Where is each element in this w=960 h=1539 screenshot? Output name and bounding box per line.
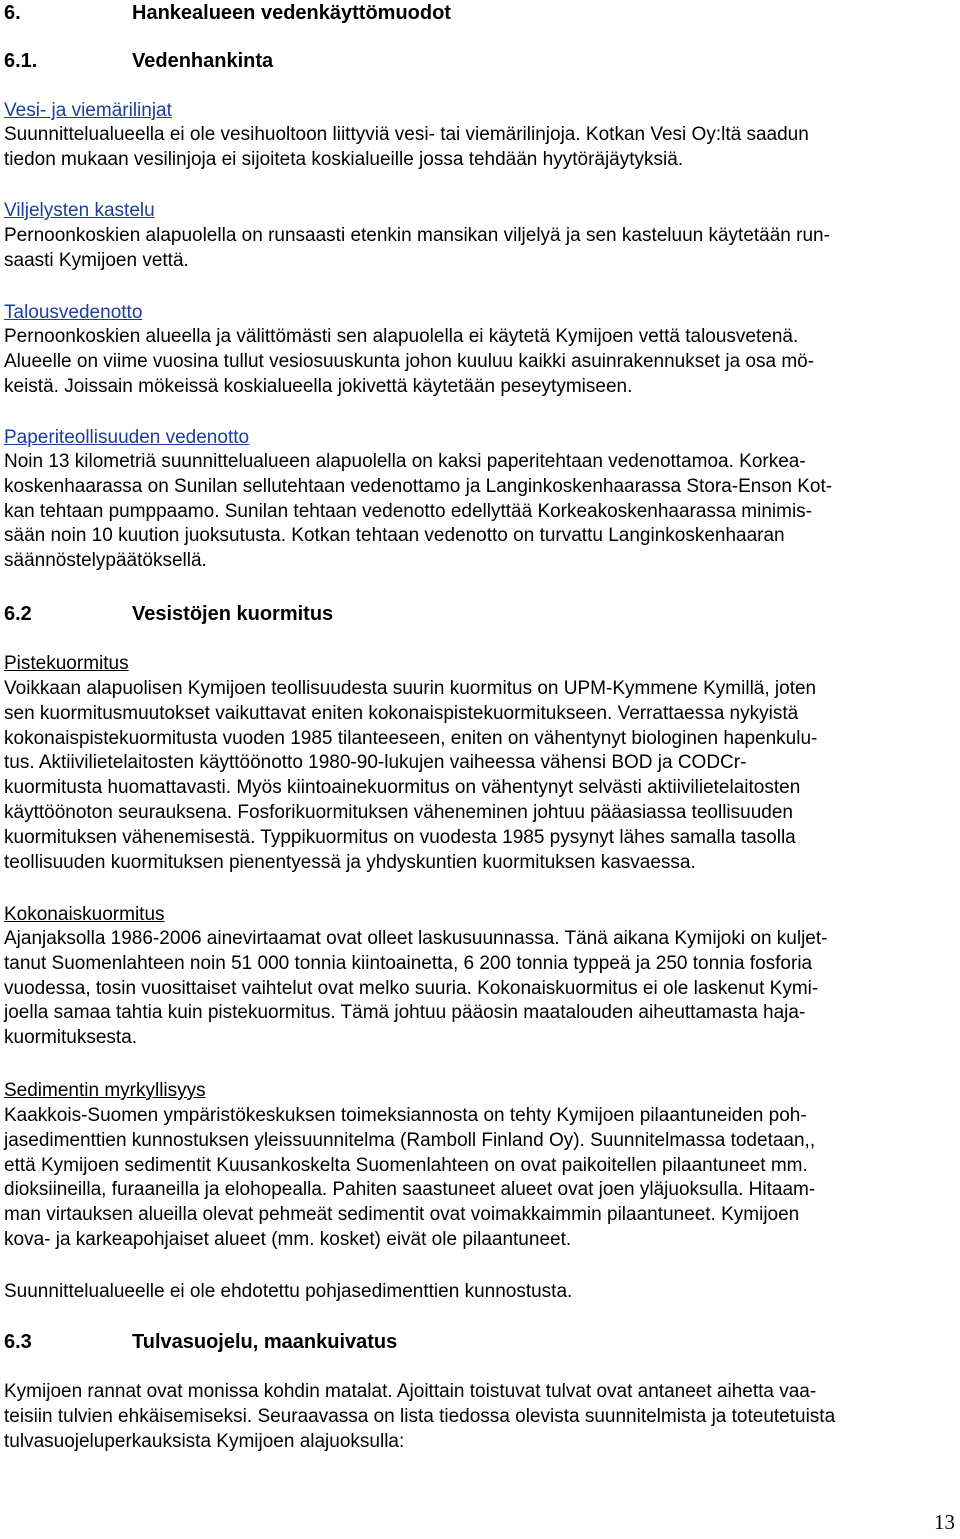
section-number: 6.3 [4, 1331, 32, 1353]
text-line: jasedimenttien kunnostuksen yleissuunnitelma (Ramboll Finland Oy). Suunnitelmassa todetaan,, [4, 1129, 816, 1151]
text-line: kova- ja karkeapohjaiset alueet (mm. kosket) eivät ole pilaantuneet. [4, 1228, 572, 1250]
section-title: Vesistöjen kuormitus [132, 603, 334, 625]
paragraph-vesi-viemarilinjat [4, 123, 952, 173]
text-line: Alueelle on viime vuosina tullut vesiosuuskunta johon kuuluu kaikki asuinrakennukset ja osa mö- [4, 350, 815, 372]
paragraph-pistekuormitus [4, 677, 952, 875]
section-title: Tulvasuojelu, maankuivatus [132, 1331, 398, 1353]
text-line: sen kuormitusmuutokset vaikuttavat eniten kokonaispistekuormitukseen. Verrattaessa nykyistä [4, 702, 799, 724]
section-title: Vedenhankinta [132, 50, 274, 72]
page-number: 13 [934, 1510, 955, 1534]
text-line: tanut Suomenlahteen noin 51 000 tonnia kiintoainetta, 6 200 tonnia typpeä ja 250 tonnia fosforia [4, 952, 813, 974]
text-line: Voikkaan alapuolisen Kymijoen teollisuudesta suurin kuormitus on UPM-Kymmene Kymillä, joten [4, 678, 817, 699]
text-line: joella samaa tahtia kuin pistekuormitus. Tämä johtuu pääosin maatalouden aiheuttamasta haja- [4, 1002, 806, 1024]
subheading-sedimentin-myrkyllisyys: Sedimentin myrkyllisyys [4, 1080, 206, 1101]
text-line: kuormitusta huomattavasti. Myös kiintoainekuormitus on vähentynyt selvästi aktiivilietelaitosten [4, 777, 801, 799]
paragraph-viljelysten-kastelu [4, 224, 952, 274]
text-line: käyttöönoton seurauksena. Fosforikuormituksen väheneminen johtuu pääasiassa teollisuuden [4, 801, 793, 823]
subheading-talousvedenotto: Talousvedenotto [4, 302, 143, 323]
text-line: kuormituksen vähenemisestä. Typpikuormitus on vuodesta 1985 pysynyt lähes samalla tasolla [4, 826, 796, 848]
text-line: Kymijoen rannat ovat monissa kohdin matalat. Ajoittain toistuvat tulvat ovat antaneet aihetta vaa- [4, 1381, 817, 1402]
section-6-heading [4, 1, 451, 25]
text-line: kokonaispistekuormitusta vuoden 1985 tilanteeseen, eniten on vähentynyt biologinen hapenkulu- [4, 727, 818, 749]
paragraph-kokonaiskuormitus [4, 927, 952, 1051]
text-line: Pernoonkoskien alueella ja välittömästi sen alapuolella ei käytetä Kymijoen vettä talousvetenä. [4, 326, 799, 347]
paragraph-talousvedenotto [4, 325, 952, 399]
text-line: Ajanjaksolla 1986-2006 ainevirtaamat ovat olleet laskusuunnassa. Tänä aikana Kymijoki on kuljet- [4, 928, 828, 949]
text-line: dioksiineilla, furaaneilla ja elohopealla. Pahiten saastuneet alueet ovat joen yläjuoksulla. Hitaam- [4, 1179, 816, 1201]
section-6-1-heading [4, 49, 273, 73]
section-number: 6.1. [4, 50, 38, 72]
text-line: tiedon mukaan vesilinjoja ei sijoiteta koskialueille jossa tehdään hyytöräjäytyksiä. [4, 148, 684, 170]
text-line: teisiin tulvien ehkäisemiseksi. Seuraavassa on lista tiedossa olevista suunnitelmista ja toteutetuista [4, 1405, 836, 1427]
text-line: kan tehtaan pumppaamo. Sunilan tehtaan vedenotto edellyttää Korkeakoskenhaarassa minimis- [4, 500, 813, 522]
text-line: keistä. Joissain mökeissä koskialueella jokivettä käytetään peseytymiseen. [4, 375, 633, 397]
subheading-viljelysten-kastelu: Viljelysten kastelu [4, 200, 155, 221]
section-title: Hankealueen vedenkäyttömuodot [132, 2, 451, 24]
paragraph-sedimentin-myrkyllisyys [4, 1104, 952, 1253]
section-6-2-heading [4, 602, 333, 626]
text-line: vuodessa, tosin vuosittaiset vaihtelut ovat melko suuria. Kokonaiskuormitus ei ole laskenut Kymi- [4, 977, 819, 999]
subheading-vesi-viemarilinjat: Vesi- ja viemärilinjat [4, 100, 172, 121]
text-line: sään noin 10 kuution juoksutusta. Kotkan tehtaan vedenotto on turvattu Langinkoskenhaaran [4, 525, 785, 547]
section-number: 6.2 [4, 603, 32, 625]
text-line: kuormituksesta. [4, 1027, 138, 1049]
text-line: Suunnittelualueella ei ole vesihuoltoon liittyviä vesi- tai viemärilinjoja. Kotkan Vesi Oy:ltä saadun [4, 124, 809, 145]
text-line: Kaakkois-Suomen ympäristökeskuksen toimeksiannosta on tehty Kymijoen pilaantuneiden poh- [4, 1105, 807, 1126]
text-line: tulvasuojeluperkauksista Kymijoen alajuoksulla: [4, 1430, 405, 1452]
paragraph-tulvasuojelu [4, 1380, 952, 1454]
section-number: 6. [4, 2, 21, 24]
section-6-3-heading [4, 1330, 397, 1354]
text-line: säännöstelypäätöksellä. [4, 550, 207, 572]
text-line: Pernoonkoskien alapuolella on runsaasti etenkin mansikan viljelyä ja sen kasteluun käytetään run- [4, 225, 830, 246]
text-line: Suunnittelualueelle ei ole ehdotettu pohjasedimenttien kunnostusta. [4, 1281, 573, 1302]
text-line: teollisuuden kuormituksen pienentyessä ja yhdyskuntien kuormituksen kasvaessa. [4, 851, 696, 873]
text-line: koskenhaarassa on Sunilan sellutehtaan vedenottamo ja Langinkoskenhaarassa Stora-Enson Kot- [4, 475, 833, 497]
text-line: tus. Aktiivilietelaitosten käyttöönotto 1980-90-lukujen vaiheessa vähensi BOD ja CODCr- [4, 752, 747, 774]
text-line: saasti Kymijoen vettä. [4, 249, 189, 271]
subheading-pistekuormitus: Pistekuormitus [4, 653, 129, 674]
text-line: että Kymijoen sedimentit Kuusankoskelta Suomenlahteen on ovat paikoitellen pilaantuneet mm. [4, 1154, 808, 1176]
paragraph-kunnostus-note [4, 1280, 952, 1305]
subheading-kokonaiskuormitus: Kokonaiskuormitus [4, 904, 165, 925]
paragraph-paperiteollisuuden-vedenotto [4, 450, 952, 574]
text-line: man virtauksen alueilla olevat pehmeät sedimentit ovat voimakkaimmin pilaantuneet. Kymijoen [4, 1204, 800, 1226]
text-line: Noin 13 kilometriä suunnittelualueen alapuolella on kaksi paperitehtaan vedenottamoa. Korkea- [4, 451, 806, 472]
subheading-paperiteollisuuden-vedenotto: Paperiteollisuuden vedenotto [4, 427, 250, 448]
